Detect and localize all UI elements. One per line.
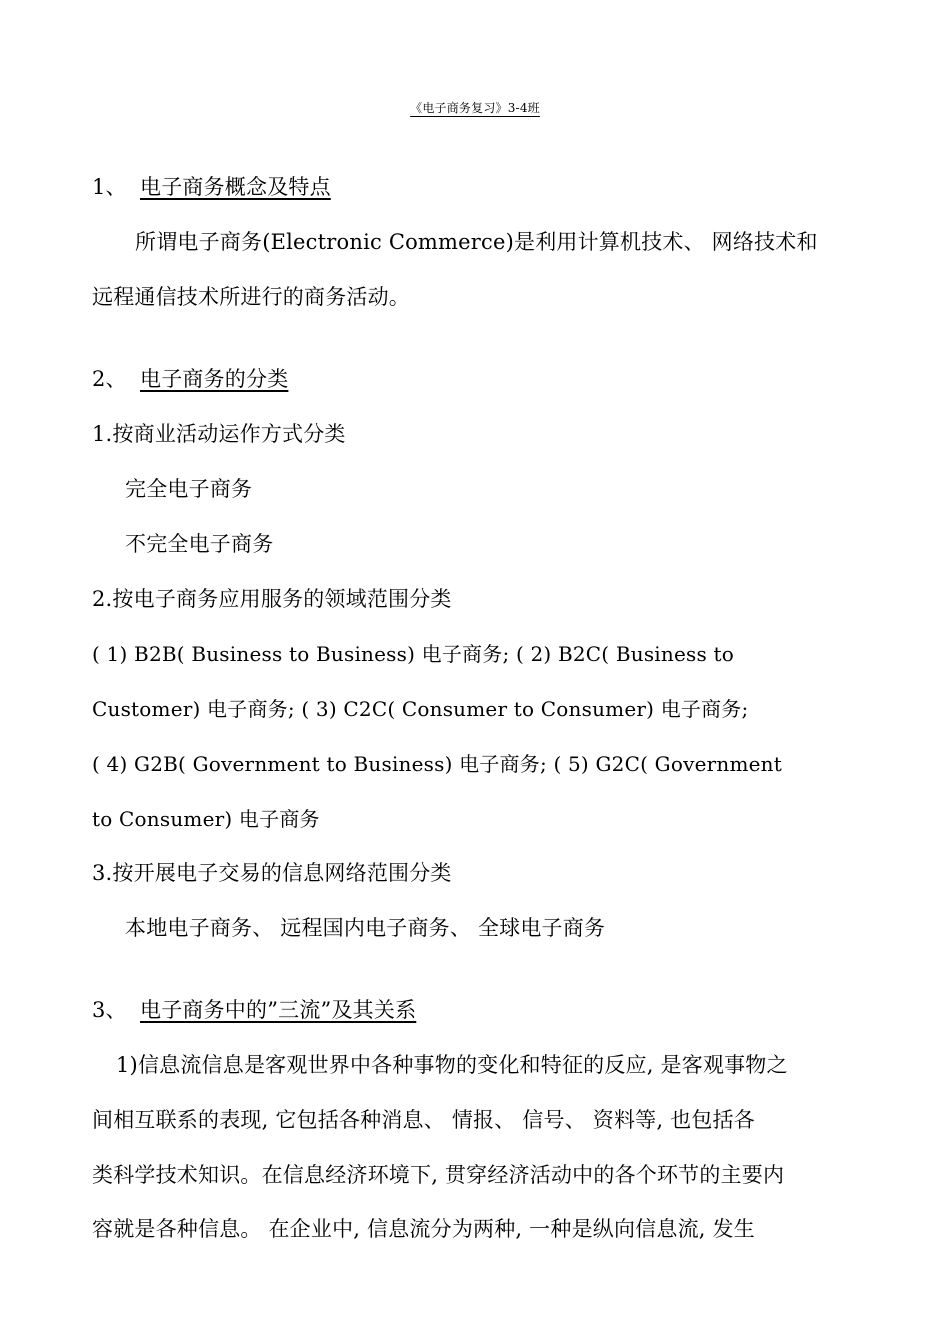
- list-item: 完全电子商务: [125, 477, 253, 501]
- section-heading-3: [92, 995, 416, 1025]
- paragraph-line: 所谓电子商务(Electronic Commerce)是利用计算机技术、 网络技术和: [135, 230, 818, 254]
- section-number: 2、: [92, 367, 127, 391]
- section-number: 3、: [92, 998, 127, 1022]
- paragraph-line: 1.按商业活动运作方式分类: [92, 422, 346, 446]
- paragraph-line: to Consumer) 电子商务: [92, 807, 320, 831]
- section-title: 电子商务的分类: [140, 367, 289, 391]
- section-title: 电子商务中的”三流”及其关系: [140, 998, 417, 1022]
- paragraph-line: 间相互联系的表现, 它包括各种消息、 情报、 信号、 资料等, 也包括各: [92, 1108, 755, 1132]
- paragraph-line: 3.按开展电子交易的信息网络范围分类: [92, 861, 452, 885]
- paragraph-line: 类科学技术知识。在信息经济环境下, 贯穿经济活动中的各个环节的主要内: [92, 1163, 785, 1187]
- section-heading-2: [92, 364, 288, 394]
- list-item: 不完全电子商务: [125, 532, 274, 556]
- paragraph-line: 容就是各种信息。 在企业中, 信息流分为两种, 一种是纵向信息流, 发生: [92, 1217, 755, 1241]
- paragraph-line: ( 1) B2B( Business to Business) 电子商务; ( 2) B2C( Business to: [92, 642, 734, 666]
- paragraph-line: Customer) 电子商务; ( 3) C2C( Consumer to Consumer) 电子商务;: [92, 697, 749, 721]
- paragraph-line: 2.按电子商务应用服务的领域范围分类: [92, 587, 452, 611]
- paragraph-line: 1)信息流信息是客观世界中各种事物的变化和特征的反应, 是客观事物之: [116, 1053, 788, 1077]
- list-item: 本地电子商务、 远程国内电子商务、 全球电子商务: [125, 916, 606, 940]
- paragraph-line: 远程通信技术所进行的商务活动。: [92, 285, 410, 309]
- section-heading-1: [92, 172, 331, 202]
- section-title: 电子商务概念及特点: [140, 175, 331, 199]
- section-number: 1、: [92, 175, 127, 199]
- document-title: 《电子商务复习》3-4班: [410, 101, 540, 115]
- paragraph-line: ( 4) G2B( Government to Business) 电子商务; ( 5) G2C( Government: [92, 752, 782, 776]
